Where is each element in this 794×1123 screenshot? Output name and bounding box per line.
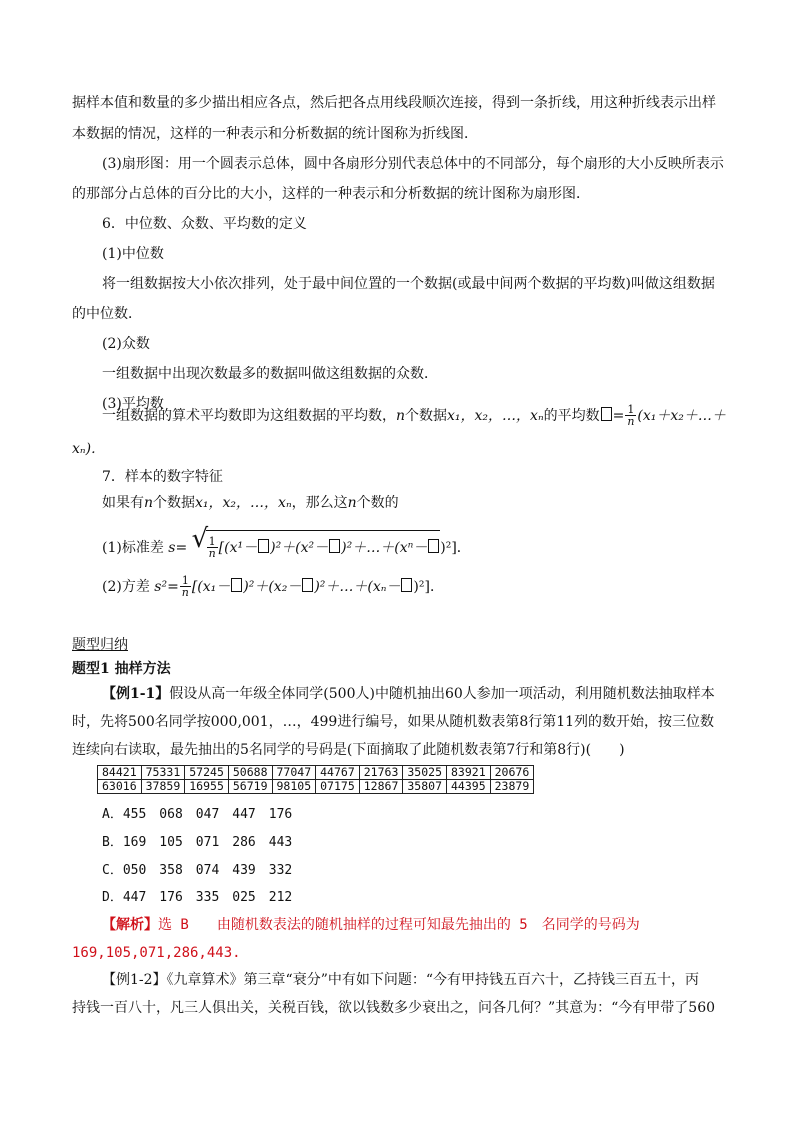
- text: 如果有: [102, 495, 144, 511]
- var-n: n: [144, 495, 154, 511]
- fraction-1-over-n: [207, 536, 218, 560]
- var-x-list: x₁，x₂，…，xₙ: [195, 495, 292, 511]
- table-cell: 56719: [228, 780, 272, 794]
- text-line: 将一组数据按大小依次排列，处于最中间位置的一个数据(或最中间两个数据的平均数)叫做这组数据: [102, 276, 715, 292]
- table-cell: 98105: [272, 780, 316, 794]
- text-line: 持钱一百八十，凡三人俱出关，关税百钱，欲以钱数多少衰出之，问各几何？”其意为：“今有甲带了560: [72, 1000, 716, 1016]
- term: )²＋(x₂－: [243, 579, 302, 595]
- std-dev-formula: [102, 524, 471, 560]
- section-title: 题型归纳: [72, 637, 128, 653]
- fraction-1-over-n: [625, 404, 636, 428]
- text: 个数据: [153, 495, 196, 511]
- term: )²＋…＋(xₙ－: [314, 579, 401, 595]
- text-line: (3)扇形图：用一个圆表示总体，圆中各扇形分别代表总体中的不同部分，每个扇形的大小反映所表示: [102, 156, 724, 172]
- text-line: 的中位数．: [72, 306, 142, 322]
- text: 假设从高一年级全体同学(500人)中随机抽出60人参加一项活动，利用随机数法抽取样本: [169, 686, 715, 702]
- text: 的平均数: [543, 408, 600, 424]
- term: [(x₁－: [191, 579, 231, 595]
- solution-line: [102, 916, 640, 934]
- table-cell: 21763: [359, 766, 403, 780]
- var-s-squared: s²=: [154, 579, 179, 595]
- table-cell: 63016: [98, 780, 142, 794]
- term: [(x¹－: [218, 540, 258, 556]
- option-a: A．455 068 047 447 176: [102, 807, 293, 822]
- table-cell: 83921: [447, 766, 491, 780]
- var-s: s=: [168, 540, 188, 556]
- sum-expression: (x₁＋x₂＋…＋: [637, 408, 726, 424]
- subheading-median: (1)中位数: [102, 246, 164, 262]
- option-d: D．447 176 335 025 212: [102, 890, 293, 905]
- term: )²]．: [440, 540, 471, 556]
- option-b: B．169 105 071 286 443: [102, 835, 293, 850]
- table-cell: 44395: [447, 780, 491, 794]
- table-cell: 12867: [359, 780, 403, 794]
- label: (1)标准差: [102, 540, 164, 556]
- table-cell: 44767: [316, 766, 360, 780]
- example-tag: 【例1-2】: [102, 972, 167, 988]
- x-bar-symbol: [258, 539, 269, 553]
- variance-formula: [102, 572, 444, 602]
- text-line: 本数据的情况，这样的一种表示和分析数据的统计图称为折线图．: [72, 126, 478, 142]
- table-cell: 84421: [98, 766, 142, 780]
- table-cell: 57245: [185, 766, 229, 780]
- fraction-numerator: 1: [208, 535, 216, 548]
- x-bar-symbol: [401, 578, 412, 592]
- table-cell: 77047: [272, 766, 316, 780]
- text-line: 一组数据中出现次数最多的数据叫做这组数据的众数．: [102, 366, 438, 382]
- table-cell: 20676: [490, 766, 534, 780]
- label: (2)方差: [102, 579, 150, 595]
- x-bar-symbol: [302, 578, 313, 592]
- solution-tag: 【解析】: [102, 917, 158, 933]
- text: 个数的: [356, 495, 399, 511]
- text-line: 连续向右读取，最先抽出的5名同学的号码是(下面摘取了此随机数表第7行和第8行)( ): [72, 742, 625, 758]
- text: 《九章算术》第三章“衰分”中有如下问题：“今有甲持钱五百六十，乙持钱三百五十，丙: [166, 972, 700, 988]
- term: )²]．: [413, 579, 444, 595]
- subheading-mode: (2)众数: [102, 336, 150, 352]
- section-heading-7: 7．样本的数字特征: [102, 469, 223, 485]
- fraction-denominator: n: [208, 547, 216, 560]
- table-row: [98, 780, 534, 794]
- fraction-numerator: 1: [627, 403, 635, 416]
- x-bar-symbol: [329, 539, 340, 553]
- mean-formula-line: [102, 400, 726, 432]
- table-cell: 37859: [141, 780, 185, 794]
- solution-answer: 169,105,071,286,443.: [72, 945, 241, 961]
- example-1-2-line: [102, 971, 699, 989]
- x-bar-symbol: [428, 539, 439, 553]
- example-tag: 【例1-1】: [102, 686, 170, 702]
- section-heading-6: 6．中位数、众数、平均数的定义: [102, 216, 307, 232]
- solution-text: 选 B 由随机数表法的随机抽样的过程可知最先抽出的 5 名同学的号码为: [158, 917, 640, 933]
- random-table-body: [98, 766, 534, 794]
- table-cell: 75331: [141, 766, 185, 780]
- table-cell: 35025: [403, 766, 447, 780]
- subheading-mean: (3)平均数: [102, 396, 164, 412]
- var-n: n: [396, 408, 406, 424]
- equals: =: [612, 408, 625, 424]
- x-bar-symbol: [231, 578, 242, 592]
- type-heading: 题型1 抽样方法: [72, 661, 171, 677]
- text-line: 的那部分占总体的百分比的大小，这样的一种表示和分析数据的统计图称为扇形图．: [72, 186, 590, 202]
- table-cell: 35807: [403, 780, 447, 794]
- text-line: 据样本值和数量的多少描出相应各点，然后把各点用线段顺次连接，得到一条折线，用这种折线表示出样: [72, 95, 716, 111]
- text: ，那么这: [291, 495, 348, 511]
- fraction-denominator: n: [181, 586, 189, 599]
- example-1-1-line: [102, 685, 715, 703]
- fraction-1-over-n: [180, 575, 191, 599]
- radical-sign: √: [191, 524, 209, 554]
- fraction-denominator: n: [627, 415, 635, 428]
- term: )²＋(x²－: [270, 540, 329, 556]
- option-c: C．050 358 074 439 332: [102, 863, 293, 878]
- var-n: n: [347, 495, 357, 511]
- table-cell: 16955: [185, 780, 229, 794]
- term: )²＋…＋(xⁿ－: [341, 540, 428, 556]
- table-row: [98, 766, 534, 780]
- var-x-list: x₁，x₂，…，xₙ: [447, 408, 544, 424]
- text: 一组数据的算术平均数即为这组数据的平均数，: [102, 408, 396, 424]
- square-root: [191, 524, 441, 563]
- x-bar-symbol: [601, 407, 612, 421]
- text-line: xₙ)．: [72, 441, 106, 457]
- text: 个数据: [405, 408, 448, 424]
- table-cell: 07175: [316, 780, 360, 794]
- text-line: [102, 494, 399, 512]
- random-number-table: [97, 765, 534, 794]
- table-cell: 23879: [490, 780, 534, 794]
- fraction-numerator: 1: [181, 574, 189, 587]
- text-line: 时，先将500名同学按000,001，…，499进行编号，如果从随机数表第8行第11列的数开始，按三位数: [72, 714, 715, 730]
- table-cell: 50688: [228, 766, 272, 780]
